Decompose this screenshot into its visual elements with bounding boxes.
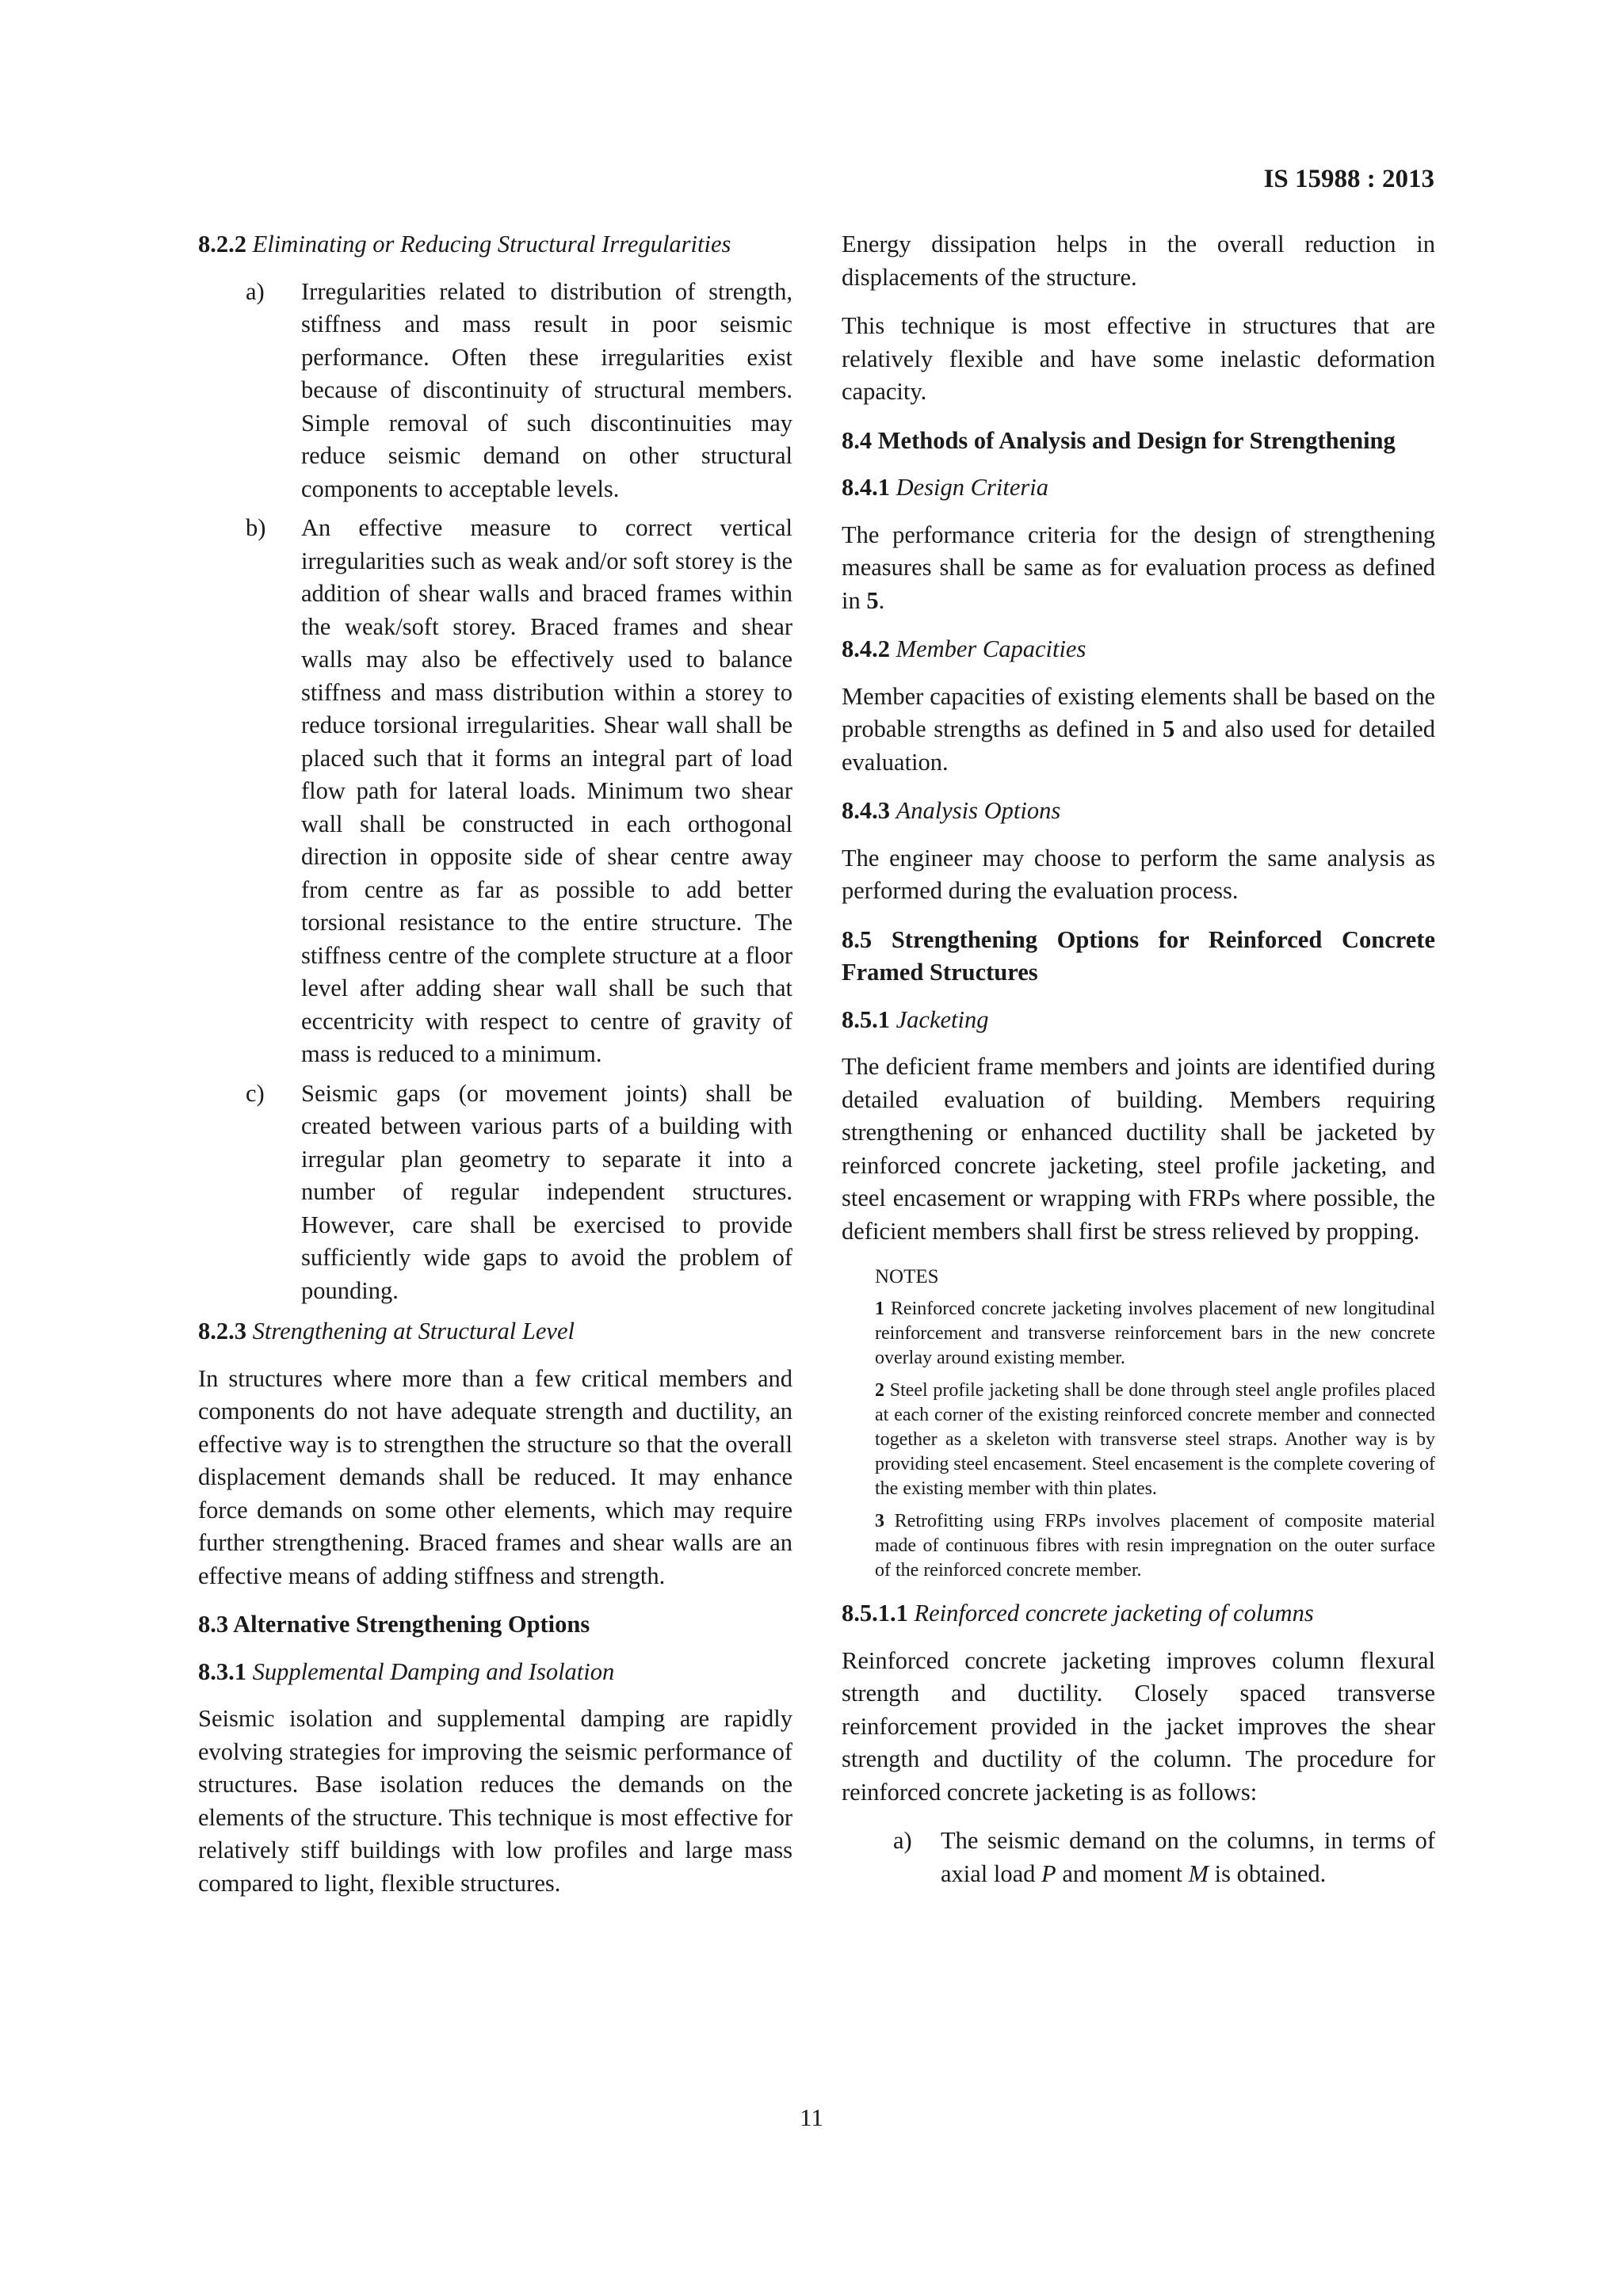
procedure-list [842, 1825, 1435, 1890]
section-number: 8.5.1 [842, 1005, 890, 1033]
list-label: c) [246, 1079, 265, 1107]
paragraph [842, 519, 1435, 618]
section-title: Supplemental Damping and Isolation [252, 1657, 615, 1685]
section-number: 8.2.2 [198, 231, 246, 257]
section-8-3-1-heading [198, 1656, 792, 1689]
section-8-4-1-heading [842, 471, 1435, 505]
paragraph: This technique is most effective in structures that are relatively flexible and have some inelastic deformation capacity. [842, 312, 1435, 405]
section-8-5-1-heading [842, 1004, 1435, 1037]
paragraph: Energy dissipation helps in the overall reduction in displacements of the structure. [842, 231, 1435, 291]
section-number: 8.4.1 [842, 474, 890, 501]
note-item [875, 1379, 1435, 1501]
text-span: and moment [1056, 1859, 1189, 1887]
paragraph: In structures where more than a few critical members and components do not have adequate strength and ductility, an effective way is to strengthen the structure so that the overall displacement demands shall be reduced. It may enhance force demands on some other elements, which may require further strengthening. Braced frames and shear walls are an effective means of adding stiffness and strength. [198, 1364, 792, 1589]
text-span: Member capacities of existing elements shall be based on the probable strengths as defined in [842, 682, 1435, 742]
list-text: Irregularities related to distribution of strength, stiffness and mass result in poor seismic performance. Often these irregularities exist because of discontinuity of structural members. Simple removal of such discontinuities may reduce seismic demand on other structural components to acceptable levels. [301, 277, 792, 502]
note-item [875, 1509, 1435, 1583]
variable-m: M [1188, 1859, 1209, 1887]
note-item [875, 1297, 1435, 1371]
section-8-4-heading: 8.4 Methods of Analysis and Design for Strengthening [842, 426, 1396, 454]
paragraph: The engineer may choose to perform the same analysis as performed during the evaluation process. [842, 844, 1435, 904]
section-8-3-heading: 8.3 Alternative Strengthening Options [198, 1611, 590, 1638]
irregularities-list [198, 276, 792, 1308]
notes-title: NOTES [875, 1266, 939, 1287]
list-label: b) [246, 514, 266, 541]
note-text: Steel profile jacketing shall be done through steel angle profiles placed at each corner of the existing reinforced concrete member and connected together as a skeleton with transverse steel straps. Another way is by providing steel encasement. Steel encasement is the complete covering of the existing member with thin plates. [875, 1380, 1435, 1499]
text-span: The performance criteria for the design of strengthening measures shall be same as for evaluation process as defined in [842, 521, 1435, 614]
left-column [198, 228, 792, 1916]
clause-reference: 5 [1163, 715, 1175, 742]
section-8-4-3-heading [842, 795, 1435, 828]
section-number: 8.2.3 [198, 1318, 246, 1344]
paragraph [842, 681, 1435, 780]
paragraph: The deficient frame members and joints are identified during detailed evaluation of building. Members requiring strengthening or enhanced ductility shall be jacketed by reinforced concrete jacketing, steel profile jacketing, and steel encasement or wrapping with FRPs where possible, the deficient members shall first be stress relieved by propping. [842, 1053, 1435, 1245]
note-number: 3 [875, 1511, 884, 1531]
section-8-2-2-heading [198, 228, 792, 261]
section-title: Reinforced concrete jacketing of columns [914, 1600, 1314, 1627]
paragraph: Reinforced concrete jacketing improves column flexural strength and ductility. Closely spaced transverse reinforcement provided in the jacket improves the shear strength and ductility of the column. The procedure for reinforced concrete jacketing is as follows: [842, 1646, 1435, 1806]
section-title: Strengthening at Structural Level [252, 1318, 575, 1344]
variable-p: P [1041, 1859, 1056, 1887]
section-8-4-2-heading [842, 633, 1435, 666]
section-number: 8.5.1.1 [842, 1600, 908, 1627]
standard-number: IS 15988 : 2013 [1263, 165, 1434, 193]
list-text [941, 1825, 1435, 1890]
list-item [198, 1077, 792, 1308]
section-8-5-heading: 8.5 Strengthening Options for Reinforced Concrete Framed Structures [842, 925, 1435, 986]
section-title: Jacketing [896, 1005, 989, 1033]
section-number: 8.4.3 [842, 797, 890, 824]
list-item [198, 512, 792, 1071]
text-span: The seismic demand on the columns, in terms of axial load [941, 1827, 1435, 1887]
list-text: Seismic gaps (or movement joints) shall be created between various parts of a building with irregular plan geometry to separate it into a number of regular independent structures. However, care shall be exercised to provide sufficiently wide gaps to avoid the problem of pounding. [301, 1079, 792, 1304]
list-label: a) [246, 277, 265, 305]
paragraph: Seismic isolation and supplemental damping are rapidly evolving strategies for improving the seismic performance of structures. Base isolation reduces the demands on the elements of the structure. This technique is most effective for relatively stiff buildings with low profiles and large mass compared to light, flexible structures. [198, 1705, 792, 1897]
list-item [198, 276, 792, 506]
clause-reference: 5 [866, 586, 879, 614]
list-item [842, 1825, 1435, 1890]
section-8-5-1-1-heading [842, 1597, 1435, 1630]
section-title: Eliminating or Reducing Structural Irregularities [252, 231, 731, 257]
notes-block [875, 1264, 1435, 1583]
note-number: 1 [875, 1299, 884, 1319]
list-text: An effective measure to correct vertical irregularities such as weak and/or soft storey is the addition of shear walls and braced frames within the weak/soft storey. Braced frames and shear walls may also be effectively used to balance stiffness and mass distribution within a storey to reduce torsional irregularities. Shear wall shall be placed such that it forms an integral part of load flow path for lateral loads. Minimum two shear wall shall be constructed in each orthogonal direction in opposite side of shear centre away from centre as far as possible to add better torsional resistance to the entire structure. The stiffness centre of the complete structure at a floor level after adding shear wall shall be such that eccentricity with respect to centre of gravity of mass is reduced to a minimum. [301, 514, 792, 1067]
section-number: 8.4.2 [842, 635, 890, 662]
text-span: is obtained. [1208, 1859, 1327, 1887]
note-text: Reinforced concrete jacketing involves placement of new longitudinal reinforcement and transverse reinforcement bars in the new concrete overlay around existing member. [875, 1299, 1435, 1368]
section-title: Member Capacities [896, 635, 1086, 662]
section-number: 8.3.1 [198, 1657, 246, 1685]
text-span: . [878, 586, 885, 614]
note-number: 2 [875, 1380, 884, 1401]
text-span: and also used for detailed evaluation. [842, 715, 1435, 776]
section-8-2-3-heading [198, 1315, 792, 1348]
right-column [842, 228, 1435, 1898]
page-number: 11 [800, 2103, 823, 2131]
note-text: Retrofitting using FRPs involves placement of composite material made of continuous fibres with resin impregnation on the outer surface of the reinforced concrete member. [875, 1511, 1435, 1581]
section-title: Design Criteria [896, 474, 1048, 501]
list-label: a) [893, 1827, 912, 1854]
section-title: Analysis Options [896, 797, 1061, 824]
